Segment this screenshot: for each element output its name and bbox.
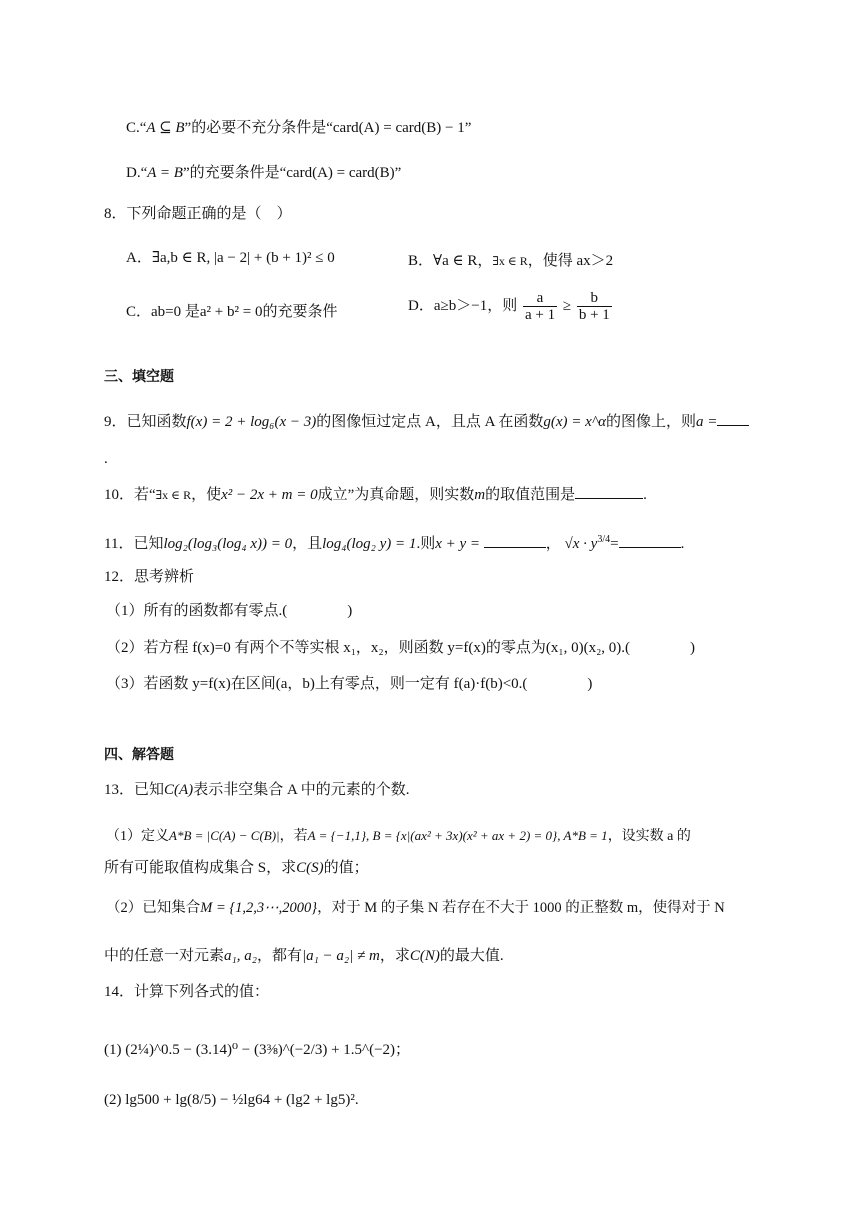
option-d-prev: D.“A = B”的充要条件是“card(A) = card(B)” (126, 165, 402, 181)
math-expr: g(x) = x^α (543, 414, 606, 430)
math-expr: A = {−1,1}, B = {x|(ax² + 3x)(x² + ax + 2) = 0}, A*B = 1 (307, 828, 608, 843)
answer-blank[interactable] (717, 411, 749, 426)
math-expr: M = {1,2,3⋯,2000} (200, 900, 318, 916)
question-13-stem: 13．已知C(A)表示非空集合 A 中的元素的个数. (104, 782, 410, 798)
math-expr: f(x) = 2 + log₆(x − 3) (186, 414, 317, 430)
question-12-item-1: （1）所有的函数都有零点.( ) (106, 603, 353, 619)
question-13-part-2-cont: 中的任意一对元素a₁, a₂，都有|a₁ − a₂| ≠ m，求C(N)的最大值. (104, 948, 504, 964)
math-expr: lg500 + lg(8/5) − ½lg64 + (lg2 + lg5)² (125, 1092, 355, 1108)
fraction: $\frac{a}{a + 1}$ (524, 290, 556, 324)
question-8-option-b: B．∀a ∈ R，∃x ∈ R，使得 ax＞2 (408, 253, 614, 269)
question-12-item-2: （2）若方程 f(x)=0 有两个不等实根 x₁，x₂，则函数 y=f(x)的零点为(x₁, 0)(x₂, 0).( ) (106, 640, 696, 656)
math-expr: log₄(log₂ y) = 1 (322, 536, 417, 552)
answer-blank[interactable] (619, 533, 681, 548)
question-11: 11．已知log₂(log₃(log₄ x)) = 0，且log₄(log₂ y) = 1.则x + y = ， $√x \cdot y^{3/4}=$ . (104, 534, 685, 552)
math-expr: (2¼)^0.5 − (3.14)⁰ − (3⅜)^(−2/3) + 1.5^(−2) (125, 1042, 396, 1058)
math-expr: |a₁ − a₂| ≠ m (301, 948, 380, 964)
answer-blank[interactable] (575, 484, 643, 499)
fraction: $\frac{b}{b + 1}$ (578, 290, 610, 324)
question-8-option-a: A．∃a,b ∈ R, |a − 2| + (b + 1)² ≤ 0 (126, 250, 335, 266)
math-card-expr: card(A) = card(B) (286, 165, 395, 181)
question-14-expr-1: (1) (2¼)^0.5 − (3.14)⁰ − (3⅜)^(−2/3) + 1.5^(−2)； (104, 1042, 411, 1058)
question-9: 9．已知函数f(x) = 2 + log₆(x − 3)的图像恒过定点 A，且点 A 在函数g(x) = x^α的图像上，则a = (104, 411, 749, 432)
question-12-item-3: （3）若函数 y=f(x)在区间(a，b)上有零点，则一定有 f(a)·f(b)<0.( ) (106, 676, 593, 692)
question-14-expr-2: (2) lg500 + lg(8/5) − ½lg64 + (lg2 + lg5)². (104, 1092, 359, 1108)
question-9-tail: . (104, 451, 108, 467)
math-expr: x² − 2x + m = 0 (221, 487, 318, 503)
question-10: 10．若“∃x ∈ R，使x² − 2x + m = 0成立”为真命题，则实数m的取值范围是 . (104, 484, 647, 505)
math-expr: A*B = |C(A) − C(B)| (169, 828, 280, 843)
math-equal-expr: A = B (147, 165, 183, 181)
question-13-part-1: （1）定义A*B = |C(A) − C(B)|，若A = {−1,1}, B = {x|(ax² + 3x)(x² + ax + 2) = 0}, A*B = 1，设实数 a 的 (106, 828, 691, 844)
question-13-part-2: （2）已知集合M = {1,2,3⋯,2000}，对于 M 的子集 N 若存在不大于 1000 的正整数 m，使得对于 N (106, 900, 725, 916)
question-8-stem: 8．下列命题正确的是（ ） (104, 206, 292, 222)
section-heading-fill: 三、填空题 (104, 369, 174, 385)
section-heading-solve: 四、解答题 (104, 747, 174, 763)
question-12-stem: 12．思考辨析 (104, 569, 195, 585)
question-8-option-c: C．ab=0 是a² + b² = 0的充要条件 (126, 304, 338, 320)
math-expr: log₂(log₃(log₄ x)) = 0 (163, 536, 293, 552)
question-13-part-1-cont: 所有可能取值构成集合 S，求C(S)的值； (104, 860, 369, 876)
math-expr: √x · y (564, 536, 598, 552)
question-8-option-d: D．a≥b＞−1，则 $\frac{a}{a + 1}$ ≥ $\frac{b}{b + 1}$ (408, 290, 610, 324)
math-expr: ∃a,b ∈ R, |a − 2| + (b + 1)² ≤ 0 (151, 250, 335, 266)
question-14-stem: 14．计算下列各式的值： (104, 984, 270, 1000)
option-c-prev: C.“A ⊆ B”的必要不充分条件是“card(A) = card(B) − 1” (126, 120, 472, 136)
math-card-expr: card(A) = card(B) − 1 (332, 120, 465, 136)
math-expr: a² + b² = 0 (199, 304, 263, 320)
answer-blank[interactable] (484, 533, 546, 548)
math-subset-expr: A ⊆ B (146, 120, 185, 136)
